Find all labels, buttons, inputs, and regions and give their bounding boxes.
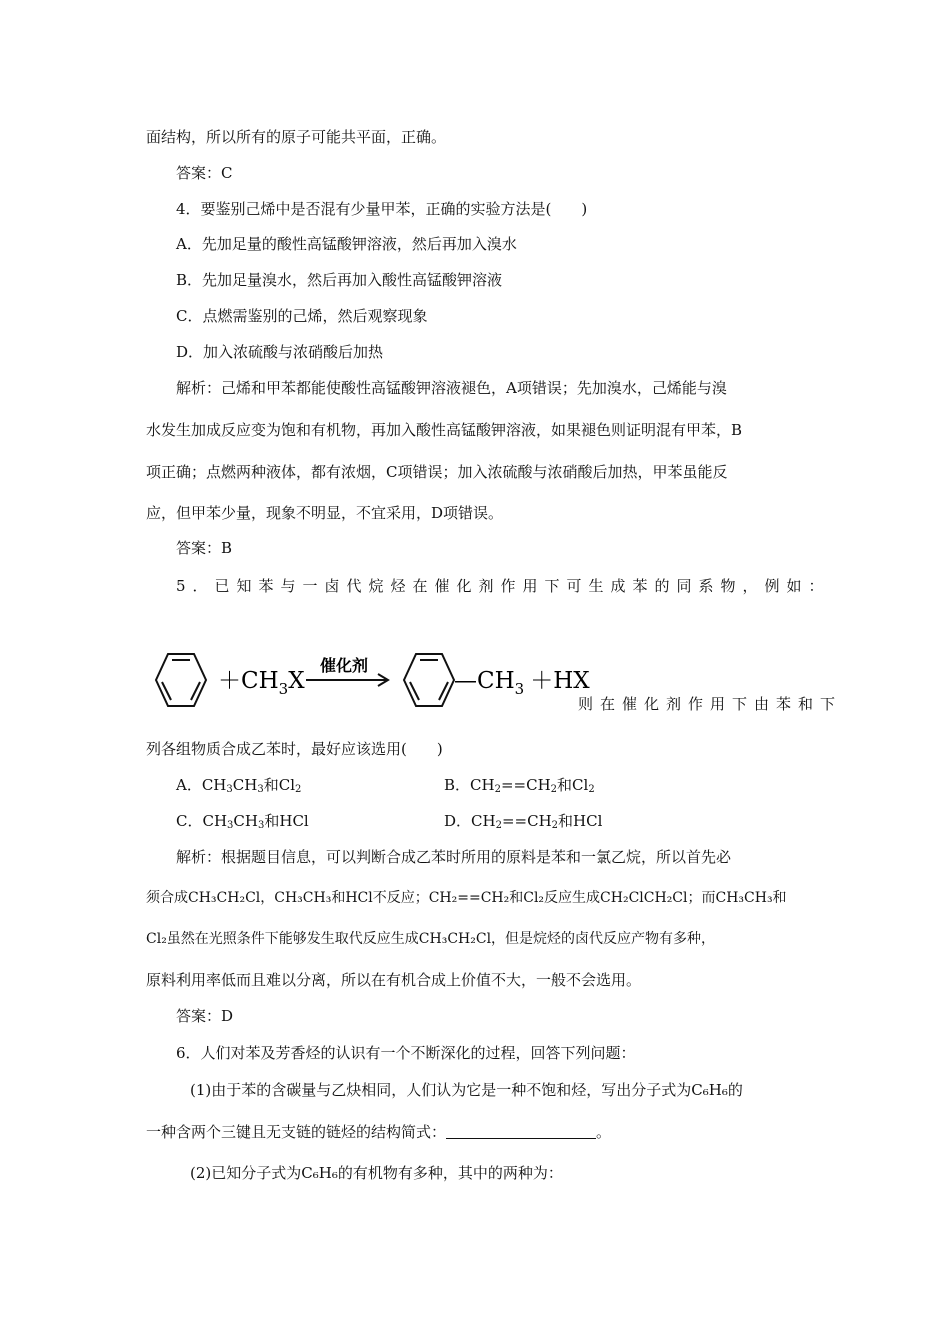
q4-option-a: A．先加足量的酸性高锰酸钾溶液，然后再加入溴水 — [176, 235, 517, 253]
q5-analysis-line: Cl₂虽然在光照条件下能够发生取代反应生成CH₃CH₂Cl，但是烷烃的卤代反应产物有多种， — [146, 931, 716, 947]
q6-part2: (2)已知分子式为C₆H₆的有机物有多种，其中的两种为： — [190, 1164, 563, 1182]
product-label: $—CH_3 +HX$ — [454, 668, 590, 698]
q4-answer: 答案：B — [176, 539, 233, 557]
q5-answer: 答案：D — [176, 1007, 234, 1025]
q4-analysis-line: 解析：己烯和甲苯都能使酸性高锰酸钾溶液褪色，A项错误；先加溴水，己烯能与溴 — [176, 379, 727, 397]
q5-analysis-line: 须合成CH₃CH₂Cl，CH₃CH₃和HCl不反应；CH₂==CH₂和Cl₂反应生成CH₂ClCH₂Cl；而CH₃CH₃和 — [146, 890, 787, 906]
q5-option-b: B．$CH_2==CH_2$和$Cl_2$ — [444, 776, 595, 795]
reagent-label: $+CH_3X$ — [218, 668, 305, 698]
q5-option-d: D．$CH_2==CH_2$和HCl — [444, 812, 603, 831]
benzene-ring-icon — [156, 654, 206, 706]
q6-stem: 6．人们对苯及芳香烃的认识有一个不断深化的过程，回答下列问题： — [176, 1044, 636, 1062]
q5-stem: 5．已知苯与一卤代烷烃在催化剂作用下可生成苯的同系物，例如： — [176, 577, 831, 595]
q5-analysis-line: 原料利用率低而且难以分离，所以在有机合成上价值不大，一般不会选用。 — [146, 971, 642, 989]
q3-answer: 答案：C — [176, 164, 233, 182]
q4-option-b: B．先加足量溴水，然后再加入酸性高锰酸钾溶液 — [176, 271, 503, 289]
q4-stem: 4．要鉴别己烯中是否混有少量甲苯，正确的实验方法是( ) — [176, 200, 588, 218]
q4-analysis-line: 应，但甲苯少量，现象不明显，不宜采用，D项错误。 — [146, 504, 504, 522]
q6-part1-line: (1)由于苯的含碳量与乙炔相同，人们认为它是一种不饱和烃，写出分子式为C₆H₆的 — [190, 1081, 743, 1099]
q3-analysis-tail: 面结构，所以所有的原子可能共平面，正确。 — [146, 128, 447, 146]
q6-part1-line: 一种含两个三键且无支链的链烃的结构简式： 。 — [146, 1123, 612, 1141]
q4-analysis-line: 项正确；点燃两种液体，都有浓烟，C项错误；加入浓硫酸与浓硝酸后加热，甲苯虽能反 — [146, 463, 728, 481]
reaction-equation — [140, 645, 600, 715]
toluene-ring-icon — [404, 654, 454, 706]
q5-analysis-line: 解析：根据题目信息，可以判断合成乙苯时所用的原料是苯和一氯乙烷，所以首先必 — [176, 848, 732, 866]
answer-blank[interactable] — [446, 1124, 596, 1139]
q4-option-c: C．点燃需鉴别的己烯，然后观察现象 — [176, 307, 428, 325]
q5-option-a: A．$CH_3CH_3$和$Cl_2$ — [176, 776, 302, 795]
q4-option-d: D．加入浓硫酸与浓硝酸后加热 — [176, 343, 384, 361]
q5-option-c: C．$CH_3CH_3$和HCl — [176, 812, 309, 831]
reaction-arrow-icon — [306, 674, 388, 686]
q5-stem-cont: 列各组物质合成乙苯时，最好应该选用( ) — [146, 740, 443, 758]
q5-stem-cont: 则在催化剂作用下由苯和下 — [578, 695, 843, 713]
catalyst-label: 催化剂 — [320, 656, 369, 675]
q4-analysis-line: 水发生加成反应变为饱和有机物，再加入酸性高锰酸钾溶液，如果褪色则证明混有甲苯，B — [146, 421, 743, 439]
